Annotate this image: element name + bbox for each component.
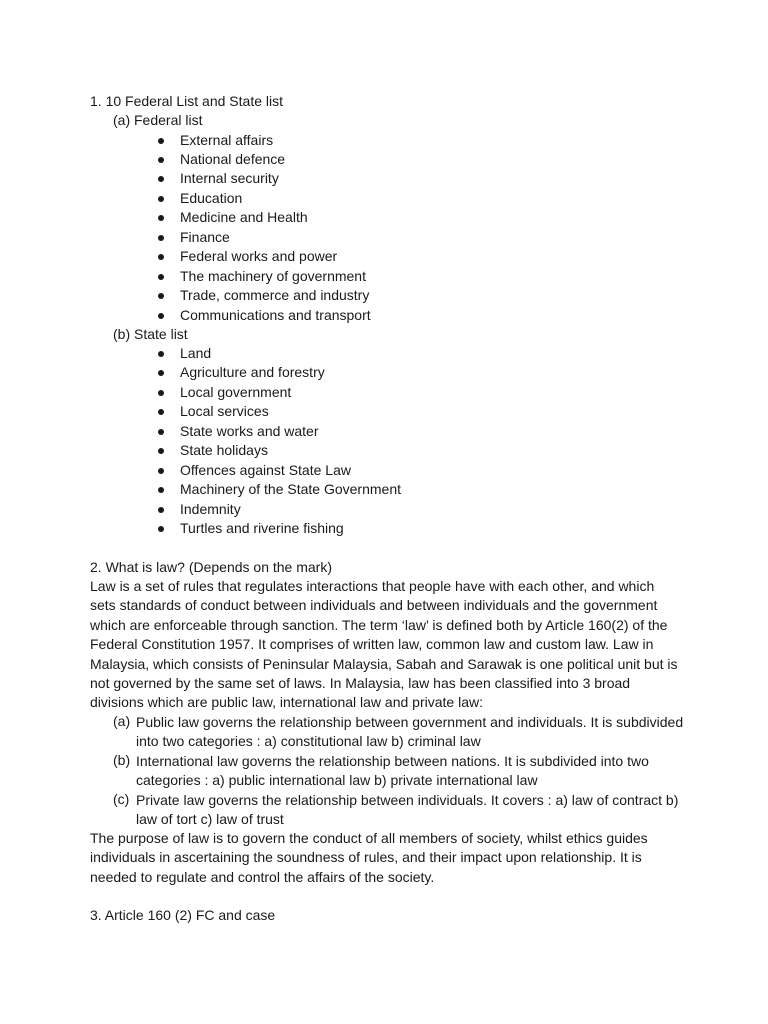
bullet-icon [158, 409, 164, 415]
section3-heading: 3. Article 160 (2) FC and case [90, 907, 276, 923]
paragraph-line: The purpose of law is to govern the conduct of all members of society, whilst ethics guides [90, 830, 648, 846]
paragraph-line: individuals in ascertaining the soundness of rules, and their impact upon relationship. It is [90, 849, 642, 866]
list-item-text: Education [180, 189, 243, 206]
bullet-icon [158, 487, 164, 493]
paragraph-line: which are enforceable through sanction. The term ‘law’ is defined both by Article 160(2) of the [90, 616, 668, 633]
bullet-icon [158, 468, 164, 474]
bullet-icon [158, 293, 164, 299]
list-item-text: Offences against State Law [180, 461, 351, 478]
item-label: (a) [113, 713, 131, 729]
bullet-icon [158, 526, 164, 532]
list-item-text: Finance [180, 228, 230, 245]
bullet-icon [158, 254, 164, 260]
list-item-text: National defence [180, 150, 286, 167]
bullet-icon [158, 390, 164, 396]
list-item-text: Local services [180, 403, 269, 420]
bullet-icon [158, 235, 164, 241]
list-item-text: External affairs [180, 131, 274, 148]
paragraph-line: Malaysia, which consists of Peninsular Malaysia, Sabah and Sarawak is one political unit but is [90, 655, 678, 672]
item-line: Private law governs the relationship between individuals. It covers : a) law of contract b) [136, 792, 679, 808]
list-item-text: Trade, commerce and industry [180, 287, 370, 304]
paragraph-line: not governed by the same set of laws. In Malaysia, law has been classified into 3 broad [90, 675, 631, 692]
bullet-icon [158, 176, 164, 182]
item-label: (b) [113, 752, 131, 768]
federal-list-label: (a) Federal list [113, 112, 203, 128]
list-item-text: Medicine and Health [180, 209, 308, 226]
list-item-text: Indemnity [180, 500, 241, 517]
bullet-icon [158, 507, 164, 513]
bullet-icon [158, 157, 164, 163]
bullet-icon [158, 274, 164, 280]
bullet-icon [158, 351, 164, 357]
section1-heading: 1. 10 Federal List and State list [90, 93, 283, 109]
list-item-text: Local government [180, 383, 292, 400]
section2-heading: 2. What is law? (Depends on the mark) [90, 559, 332, 575]
list-item-text: Machinery of the State Government [180, 481, 401, 498]
item-line: law of tort c) law of trust [136, 811, 284, 828]
state-list-label: (b) State list [113, 326, 188, 342]
paragraph-line: Federal Constitution 1957. It comprises of written law, common law and custom law. Law in [90, 636, 654, 653]
list-item-text: The machinery of government [180, 267, 366, 284]
paragraph-line: Law is a set of rules that regulates interactions that people have with each other, and which [90, 578, 655, 594]
list-item-text: Land [180, 345, 212, 361]
bullet-icon [158, 215, 164, 221]
item-line: Public law governs the relationship between government and individuals. It is subdivided [136, 714, 684, 730]
bullet-icon [158, 138, 164, 144]
item-label: (c) [113, 791, 130, 807]
paragraph-line: needed to regulate and control the affairs of the society. [90, 868, 435, 885]
list-item-text: Agriculture and forestry [180, 364, 325, 381]
bullet-icon [158, 313, 164, 319]
bullet-icon [158, 448, 164, 454]
list-item-text: Internal security [180, 170, 279, 187]
list-item-text: Turtles and riverine fishing [180, 520, 344, 537]
paragraph-line: sets standards of conduct between individuals and between individuals and the government [90, 597, 658, 614]
list-item-text: State works and water [180, 422, 319, 439]
list-item-text: Communications and transport [180, 306, 371, 323]
paragraph-line: divisions which are public law, international law and private law: [90, 694, 483, 711]
list-item-text: State holidays [180, 442, 268, 459]
item-line: International law governs the relationship between nations. It is subdivided into two [136, 753, 649, 769]
bullet-icon [158, 370, 164, 376]
bullet-icon [158, 196, 164, 202]
item-line: categories : a) public international law b) private international law [136, 772, 538, 789]
item-line: into two categories : a) constitutional law b) criminal law [136, 733, 481, 750]
law-definition-paragraph [90, 577, 678, 713]
law-purpose-paragraph [90, 829, 670, 887]
list-item-text: Federal works and power [180, 248, 338, 265]
bullet-icon [158, 429, 164, 435]
